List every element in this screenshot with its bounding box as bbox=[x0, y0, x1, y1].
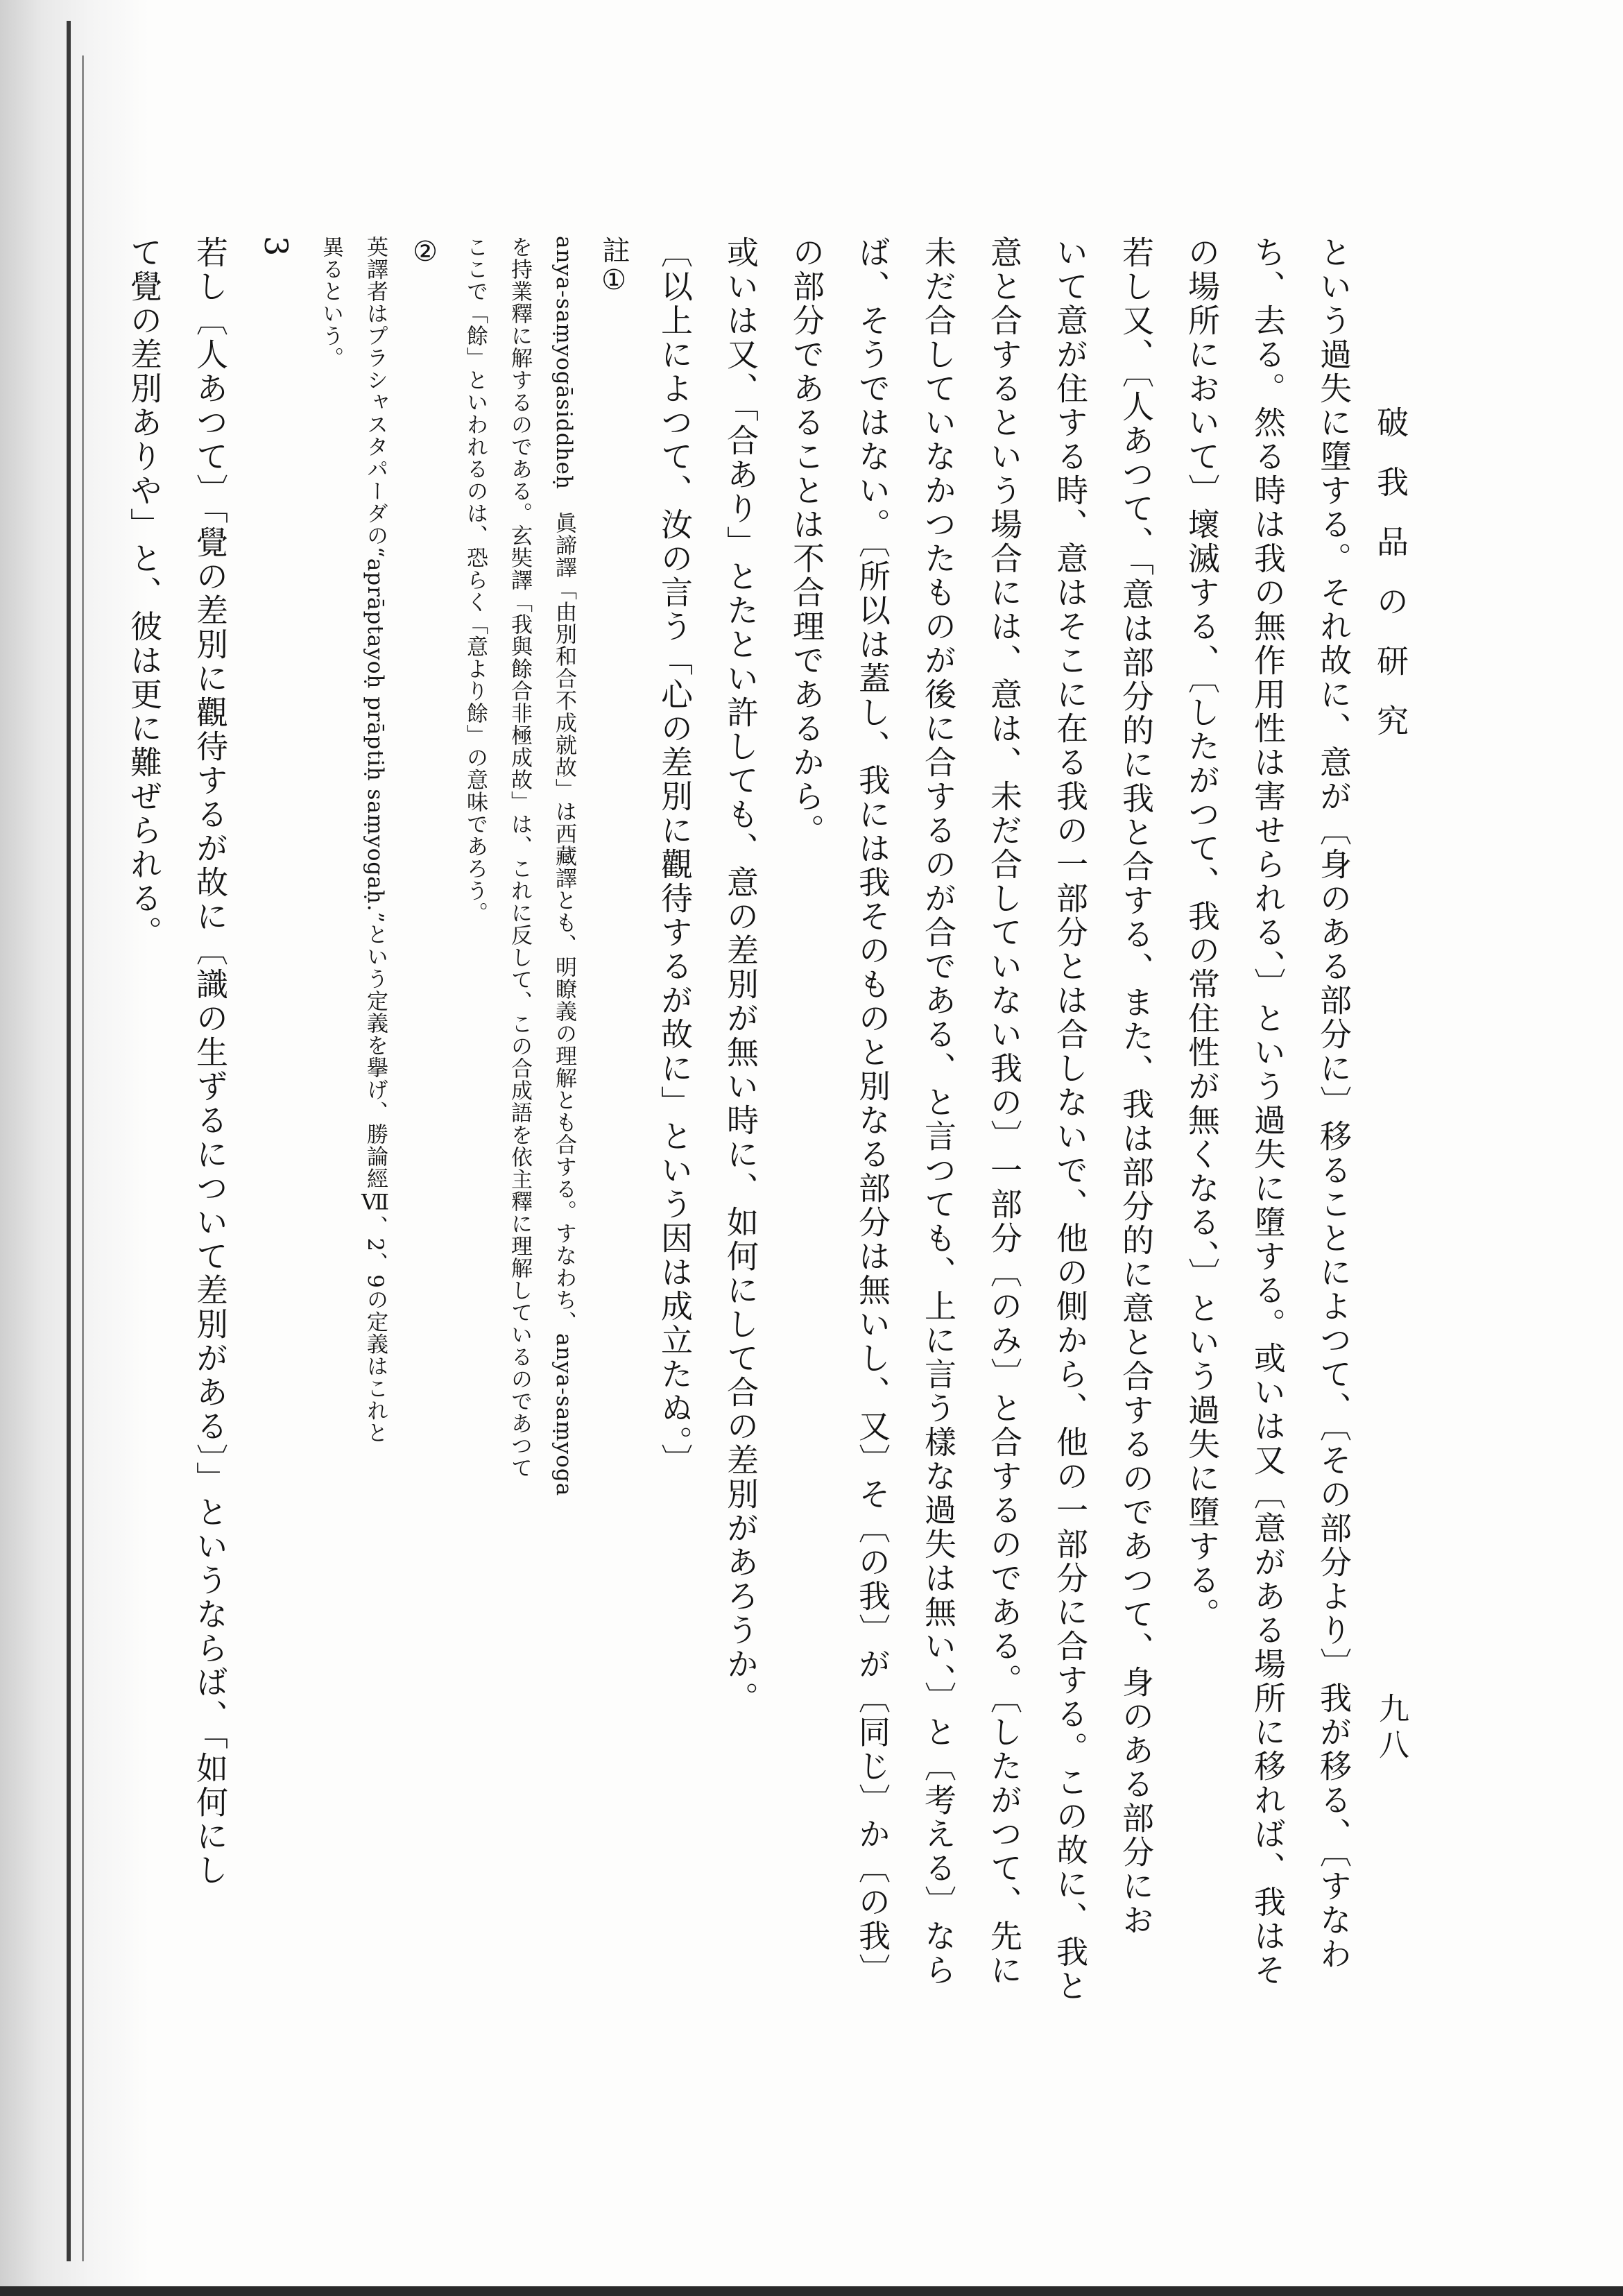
body-line: 意と合するという場合には、意は、未だ合していない我の〕一部分〔のみ〕と合するのである。〔したがつて、先に bbox=[986, 236, 1023, 1987]
section-3-number: 3 bbox=[257, 236, 295, 259]
page-bottom-edge bbox=[0, 2286, 1623, 2296]
binding-edge-line-secondary bbox=[82, 55, 84, 2261]
binding-edge-line bbox=[67, 21, 71, 2261]
note-1-line: ここで「餘」といわれるのは、恐らく「意より餘」の意味であろう。 bbox=[463, 236, 488, 924]
body-line: 若し又、〔人あつて、「意は部分的に我と合する、また、我は部分的に意と合するのであつて、身のある部分にお bbox=[1117, 236, 1155, 1937]
note-2-line: 異るという。 bbox=[318, 236, 343, 369]
notes-label: 註 bbox=[598, 236, 630, 264]
body-line: 未だ合していなかつたものが後に合するのが合である、と言つても、上に言う樣な過失は無い、〕と〔考える〕なら bbox=[920, 236, 957, 1987]
body-line: ば、そうではない。〔所以は蓋し、我には我そのものと別なる部分は無いし、又〕そ〔の我〕が〔同じ〕か〔の我〕 bbox=[854, 236, 891, 1987]
body-line: 或いは又、「合あり」とたとい許しても、意の差別が無い時に、如何にして合の差別があろうか。 bbox=[722, 236, 759, 1715]
body-line: いて意が住する時、意はそこに在る我の一部分とは合しないで、他の側から、他の一部分に合する。この故に、我と bbox=[1051, 236, 1089, 2003]
running-header-title: 破我品の研究 bbox=[1372, 406, 1409, 764]
note-2-marker: ② bbox=[409, 236, 441, 268]
section-3-line: て覺の差別ありや」と、彼は更に難ぜられる。 bbox=[126, 236, 163, 950]
body-line: ち、去る。然る時は我の無作用性は害せられる、〕という過失に墮する。或いは又〔意がある場所に移れば、我はそ bbox=[1249, 236, 1287, 1987]
note-1-line: を持業釋に解するのである。玄奘譯「我與餘合非極成故」は、これに反して、この合成語を依主釋に理解しているのであつて bbox=[507, 236, 532, 1479]
note-1-marker: ① bbox=[598, 264, 630, 297]
body-line: の部分であることは不合理であるから。 bbox=[788, 236, 825, 848]
note-1-heading bbox=[586, 236, 642, 2275]
body-line: という過失に墮する。それ故に、意が〔身のある部分に〕移ることによつて、〔その部分より〕我が移る、〔すなわ bbox=[1315, 236, 1352, 1971]
section-3-line: 若し〔人あつて〕「覺の差別に觀待するが故に〔識の生ずるについて差別がある〕」というならば、「如何にし bbox=[191, 236, 229, 1887]
vertical-text-body bbox=[111, 236, 1366, 2275]
note-2-line: 英譯者はプラシャスタパーダの“aprāptayoḥ prāptiḥ saṃyogaḥ.”という定義を擧げ、勝論經Ⅶ、2、9の定義はこれと bbox=[363, 236, 388, 1444]
page-number: 九八 bbox=[1373, 1693, 1409, 1765]
body-line: 〔以上によつて、汝の言う「心の差別に觀待するが故に」という因は成立たぬ。〕 bbox=[656, 236, 694, 1477]
body-line: の場所において〕壞滅する、〔したがつて、我の常住性が無くなる、〕という過失に墮する。 bbox=[1183, 236, 1221, 1631]
note-1-line: anya-saṃyogāsiddheḥ 眞諦譯「由別和合不成就故」は西藏譯とも、明瞭義の理解とも合する。すなわち、anya-saṃyoga bbox=[551, 236, 576, 1497]
